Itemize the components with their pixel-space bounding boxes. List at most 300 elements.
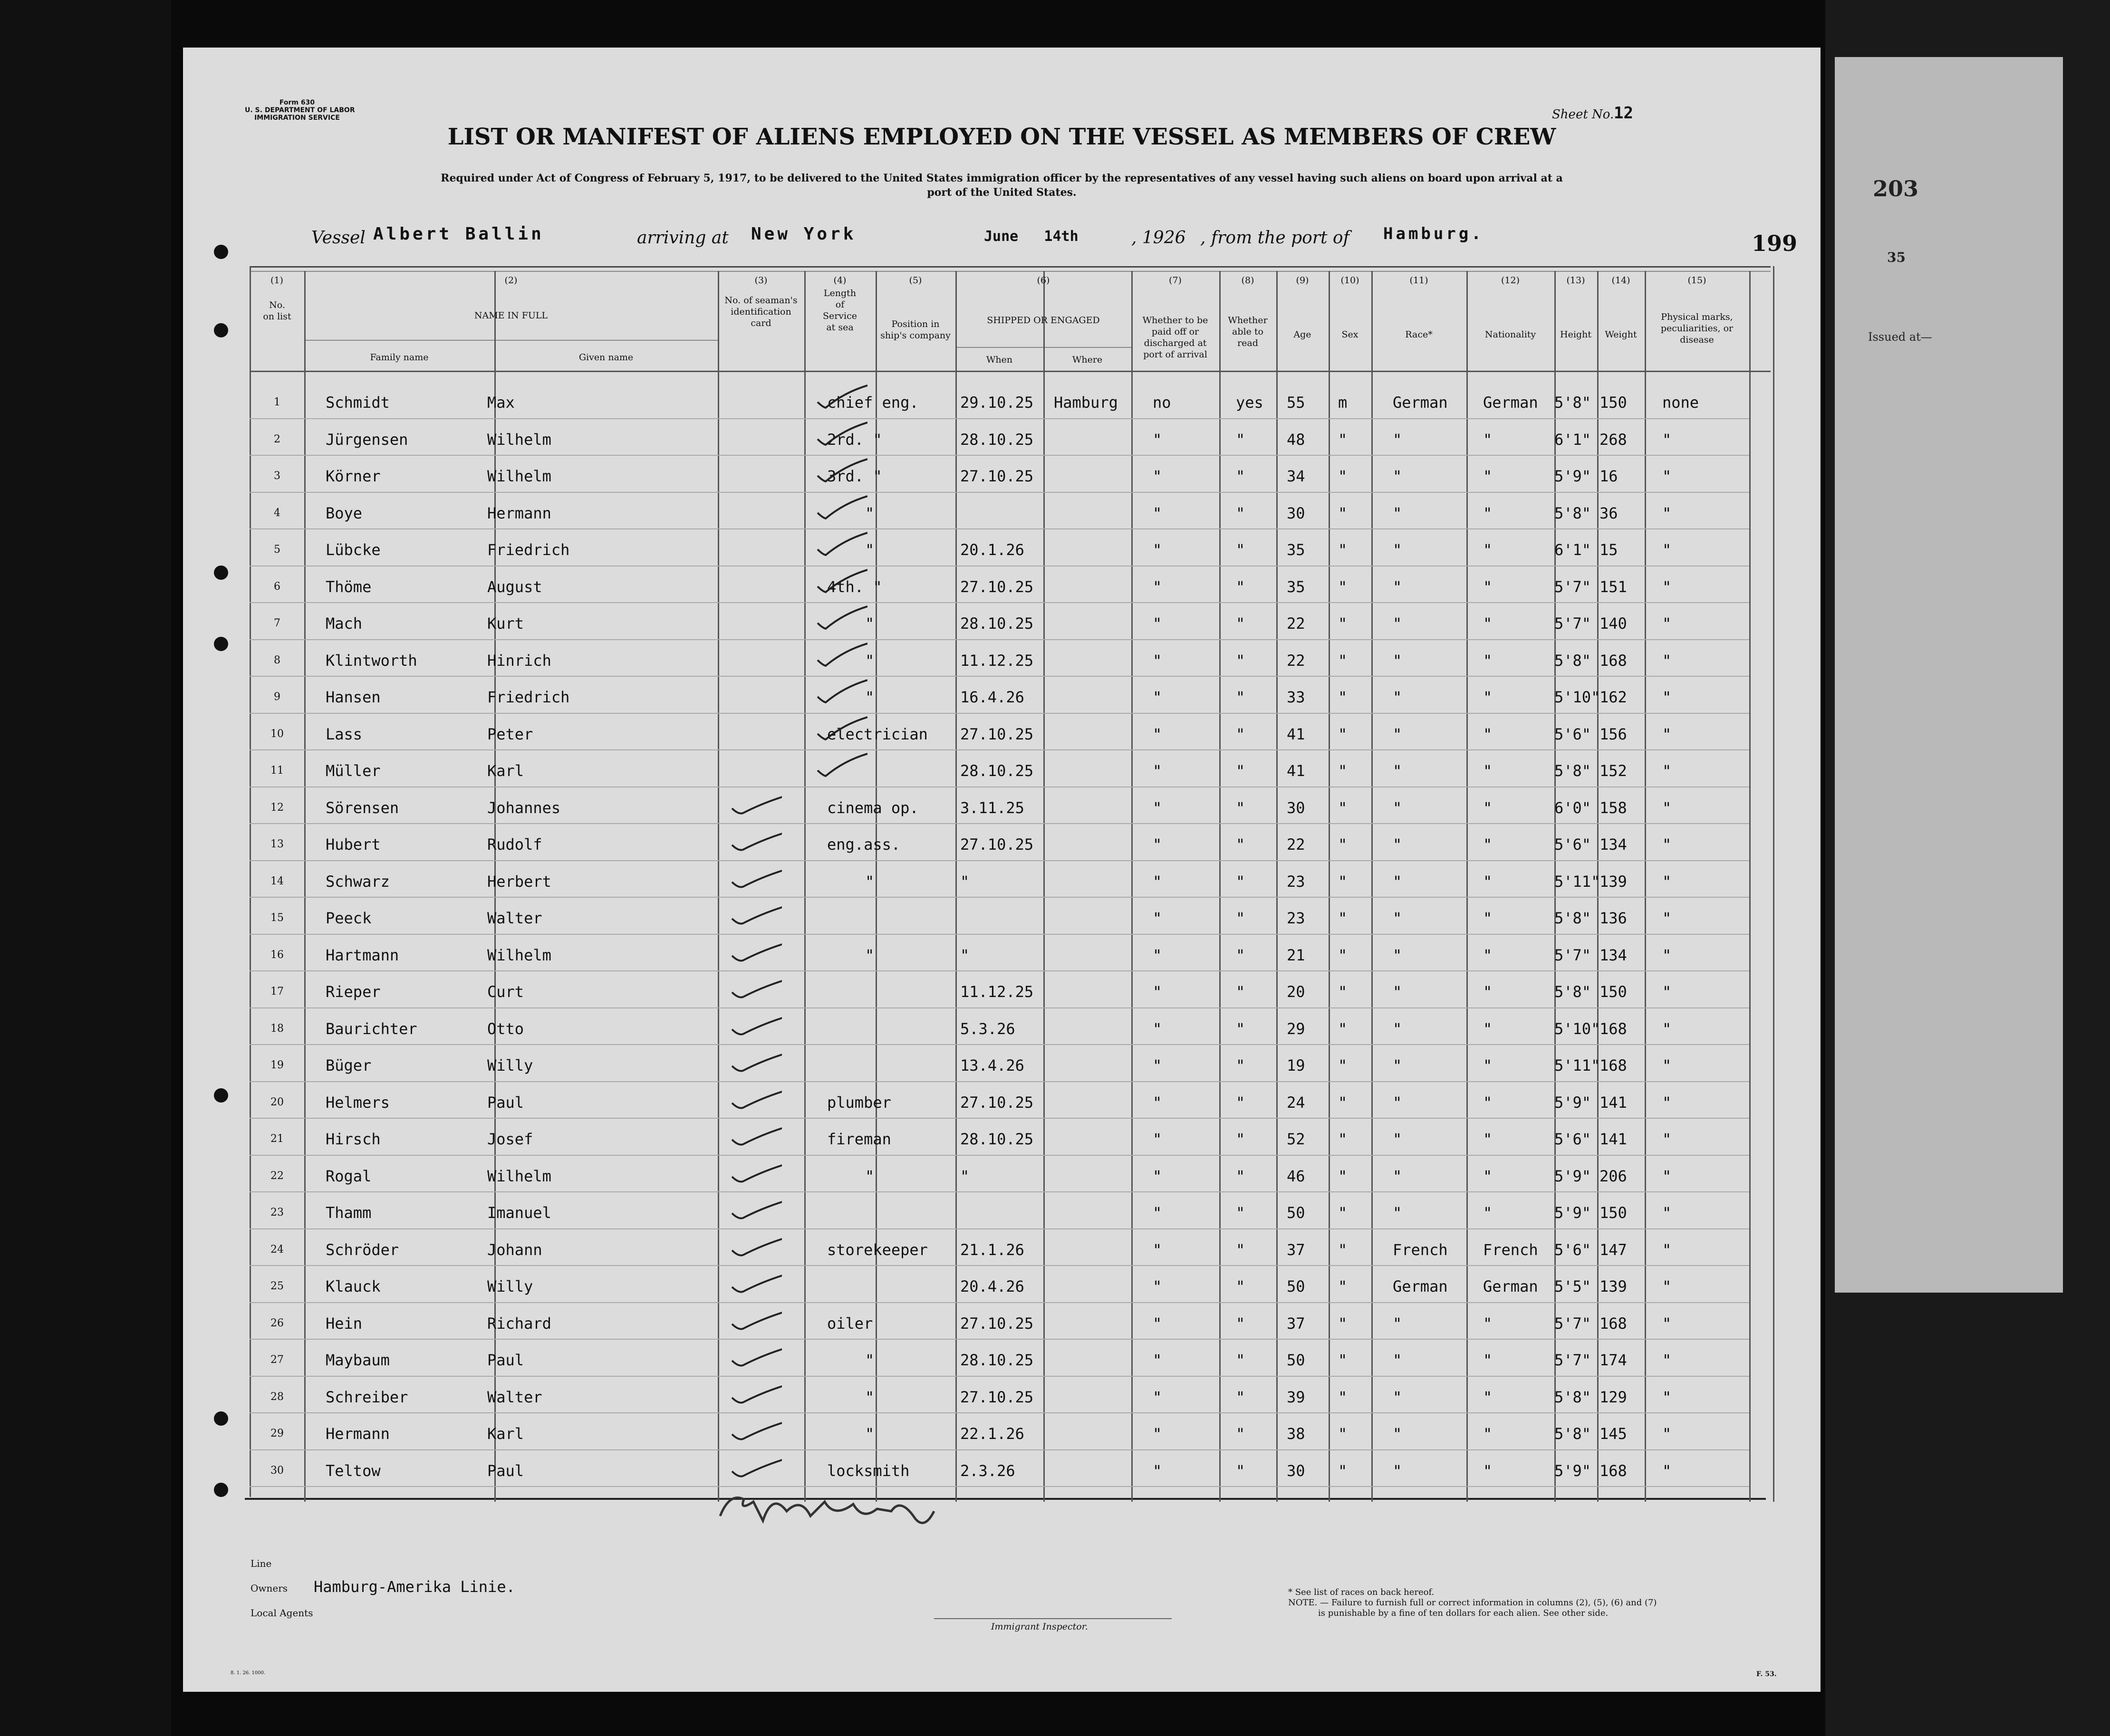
nationality: " <box>1483 430 1493 449</box>
sex: " <box>1338 541 1348 559</box>
sex: " <box>1338 872 1348 891</box>
row-rule <box>250 786 1749 787</box>
family-name: Baurichter <box>326 1019 417 1038</box>
row-number: 30 <box>270 1464 284 1477</box>
position: " <box>865 1388 875 1406</box>
given-name: Friedrich <box>487 541 570 559</box>
paid-off: " <box>1153 1130 1162 1148</box>
weight: 168 <box>1599 651 1627 670</box>
checkmark-icon <box>730 1451 782 1477</box>
weight: 141 <box>1599 1130 1627 1148</box>
weight: 152 <box>1599 762 1627 780</box>
paid-off: " <box>1153 835 1162 854</box>
height: 5'7" <box>1554 1314 1591 1333</box>
family-name: Lübcke <box>326 541 381 559</box>
race: " <box>1393 430 1402 449</box>
height: 5'6" <box>1554 1130 1591 1148</box>
sex: " <box>1338 1056 1348 1074</box>
family-name: Peeck <box>326 909 372 927</box>
paid-off: " <box>1153 688 1162 706</box>
family-name: Hubert <box>326 835 381 854</box>
age: 52 <box>1287 1130 1305 1148</box>
height: 5'6" <box>1554 1240 1591 1259</box>
position: 3rd. " <box>827 467 882 485</box>
page-number: 199 <box>1752 230 1798 256</box>
sex: m <box>1338 393 1348 412</box>
race: French <box>1393 1240 1448 1259</box>
physical-marks: " <box>1662 1093 1672 1112</box>
paid-off: " <box>1153 725 1162 743</box>
weight: 151 <box>1599 577 1627 596</box>
able-to-read: " <box>1236 430 1245 449</box>
shipped-when: 27.10.25 <box>960 1314 1034 1333</box>
subtitle-line-1: Required under Act of Congress of February 5, 1917, to be delivered to the United States immigration officer by the representatives of any vessel having such aliens on board upon arrival at a <box>441 172 1563 184</box>
able-to-read: " <box>1236 1093 1245 1112</box>
age: 55 <box>1287 393 1305 412</box>
race: " <box>1393 762 1402 780</box>
able-to-read: " <box>1236 1240 1245 1259</box>
header-bottom-rule <box>250 371 1771 372</box>
sex: " <box>1338 1093 1348 1112</box>
paid-off: " <box>1153 872 1162 891</box>
weight: 268 <box>1599 430 1627 449</box>
paid-off: " <box>1153 946 1162 964</box>
position: storekeeper <box>827 1240 928 1259</box>
row-rule <box>250 1007 1749 1008</box>
race: " <box>1393 1130 1402 1148</box>
sex: " <box>1338 1240 1348 1259</box>
given-name: Josef <box>487 1130 533 1148</box>
weight: 16 <box>1599 467 1618 485</box>
race: " <box>1393 1425 1402 1443</box>
races-note: * See list of races on back hereof. <box>1288 1587 1435 1597</box>
weight: 15 <box>1599 541 1618 559</box>
nationality: " <box>1483 983 1493 1001</box>
sex: " <box>1338 1314 1348 1333</box>
race: " <box>1393 1388 1402 1406</box>
height: 6'1" <box>1554 541 1591 559</box>
able-to-read: " <box>1236 577 1245 596</box>
race: " <box>1393 1093 1402 1112</box>
shipped-when: " <box>960 872 970 891</box>
height: 5'5" <box>1554 1277 1591 1295</box>
table-top-rule-2 <box>250 271 1771 272</box>
row-number: 4 <box>274 507 280 519</box>
row-rule <box>250 1376 1749 1377</box>
given-name: Rudolf <box>487 835 542 854</box>
weight: 150 <box>1599 983 1627 1001</box>
race: " <box>1393 1461 1402 1480</box>
age: 38 <box>1287 1425 1305 1443</box>
given-name: Peter <box>487 725 533 743</box>
paid-off: " <box>1153 1388 1162 1406</box>
nationality: " <box>1483 762 1493 780</box>
physical-marks: " <box>1662 1461 1672 1480</box>
sex: " <box>1338 467 1348 485</box>
able-to-read: " <box>1236 504 1245 522</box>
given-name: Karl <box>487 1425 524 1443</box>
family-name: Schröder <box>326 1240 399 1259</box>
age: 46 <box>1287 1167 1305 1185</box>
height: 5'9" <box>1554 1093 1591 1112</box>
checkmark-icon <box>730 825 782 851</box>
height: 5'9" <box>1554 467 1591 485</box>
row-number: 13 <box>270 838 284 850</box>
age: 30 <box>1287 798 1305 817</box>
row-number: 17 <box>270 986 284 997</box>
weight: 206 <box>1599 1167 1627 1185</box>
arrival-port: New York <box>751 224 857 244</box>
sex: " <box>1338 1351 1348 1369</box>
shipped-when: 28.10.25 <box>960 614 1034 633</box>
col2-given-header: Given name <box>578 352 634 363</box>
shipped-when: 13.4.26 <box>960 1056 1024 1074</box>
race: " <box>1393 467 1402 485</box>
row-number: 27 <box>270 1354 284 1366</box>
sex: " <box>1338 430 1348 449</box>
shipped-when: 21.1.26 <box>960 1240 1024 1259</box>
row-rule <box>250 1486 1749 1487</box>
physical-marks: " <box>1662 541 1672 559</box>
nationality: " <box>1483 725 1493 743</box>
position: 4th. " <box>827 577 882 596</box>
physical-marks: " <box>1662 467 1672 485</box>
race: " <box>1393 651 1402 670</box>
height: 5'11" <box>1554 872 1600 891</box>
shipped-when: 11.12.25 <box>960 651 1034 670</box>
physical-marks: " <box>1662 1167 1672 1185</box>
physical-marks: " <box>1662 1130 1672 1148</box>
age: 30 <box>1287 504 1305 522</box>
checkmark-icon <box>730 1193 782 1219</box>
race: " <box>1393 1314 1402 1333</box>
sex: " <box>1338 1425 1348 1443</box>
row-rule <box>250 897 1749 898</box>
punch-hole <box>214 1483 228 1497</box>
height: 5'8" <box>1554 762 1591 780</box>
punch-hole <box>214 566 228 580</box>
row-rule <box>250 1412 1749 1413</box>
row-number: 10 <box>270 728 284 740</box>
age: 35 <box>1287 577 1305 596</box>
col1-header: No. on list <box>263 300 291 322</box>
position: oiler <box>827 1314 873 1333</box>
height: 5'8" <box>1554 651 1591 670</box>
given-name: Paul <box>487 1093 524 1112</box>
shipped-when: 27.10.25 <box>960 725 1034 743</box>
physical-marks: " <box>1662 909 1672 927</box>
paid-off: " <box>1153 467 1162 485</box>
from-port-label: , from the port of <box>1200 228 1349 248</box>
col6-number: (6) <box>1037 275 1050 286</box>
nationality: " <box>1483 467 1493 485</box>
shipped-when: 27.10.25 <box>960 835 1034 854</box>
row-number: 12 <box>270 801 284 814</box>
race: " <box>1393 614 1402 633</box>
position: eng.ass. <box>827 835 901 854</box>
paid-off: " <box>1153 1093 1162 1112</box>
print-code: 8. 1. 26. 1000. <box>231 1670 266 1676</box>
physical-marks: " <box>1662 798 1672 817</box>
able-to-read: " <box>1236 1130 1245 1148</box>
physical-marks: " <box>1662 1277 1672 1295</box>
sex: " <box>1338 762 1348 780</box>
able-to-read: " <box>1236 1019 1245 1038</box>
able-to-read: " <box>1236 909 1245 927</box>
row-number: 28 <box>270 1391 284 1403</box>
service-label: IMMIGRATION SERVICE <box>254 114 340 122</box>
position: " <box>865 651 875 670</box>
age: 33 <box>1287 688 1305 706</box>
weight: 150 <box>1599 393 1627 412</box>
race: " <box>1393 1204 1402 1222</box>
family-name: Hirsch <box>326 1130 381 1148</box>
row-rule <box>250 749 1749 750</box>
row-number: 26 <box>270 1317 284 1329</box>
position: fireman <box>827 1130 891 1148</box>
nationality: " <box>1483 1056 1493 1074</box>
family-name: Boye <box>326 504 363 522</box>
nationality: " <box>1483 1425 1493 1443</box>
background-left <box>0 0 171 1736</box>
col4-header: Length of Service at sea <box>822 288 857 333</box>
paid-off: " <box>1153 1167 1162 1185</box>
checkmark-icon <box>815 678 867 704</box>
physical-marks: " <box>1662 1314 1672 1333</box>
family-name: Klintworth <box>326 651 417 670</box>
given-name: Willy <box>487 1277 533 1295</box>
age: 39 <box>1287 1388 1305 1406</box>
arrival-year: , 1926 <box>1131 228 1186 248</box>
family-name: Hein <box>326 1314 363 1333</box>
row-rule <box>250 418 1749 419</box>
height: 5'9" <box>1554 1167 1591 1185</box>
fine-note-2: is punishable by a fine of ten dollars for each alien. See other side. <box>1318 1608 1609 1618</box>
sex: " <box>1338 1461 1348 1480</box>
family-name: Büger <box>326 1056 372 1074</box>
weight: 145 <box>1599 1425 1627 1443</box>
paid-off: " <box>1153 762 1162 780</box>
row-rule <box>250 860 1749 861</box>
age: 34 <box>1287 467 1305 485</box>
family-name: Schmidt <box>326 393 390 412</box>
paid-off: " <box>1153 430 1162 449</box>
sex: " <box>1338 725 1348 743</box>
position: locksmith <box>827 1461 910 1480</box>
row-number: 1 <box>274 396 280 408</box>
paid-off: " <box>1153 1056 1162 1074</box>
weight: 136 <box>1599 909 1627 927</box>
row-rule <box>250 492 1749 493</box>
physical-marks: " <box>1662 872 1672 891</box>
race: " <box>1393 1019 1402 1038</box>
weight: 150 <box>1599 1204 1627 1222</box>
height: 5'10" <box>1554 1019 1600 1038</box>
row-number: 21 <box>270 1133 284 1145</box>
col2-header: NAME IN FULL <box>474 310 548 321</box>
row-number: 25 <box>270 1280 284 1292</box>
physical-marks: " <box>1662 946 1672 964</box>
nationality: " <box>1483 872 1493 891</box>
height: 6'0" <box>1554 798 1591 817</box>
signature-text <box>739 1492 742 1493</box>
age: 50 <box>1287 1351 1305 1369</box>
age: 41 <box>1287 725 1305 743</box>
col3-number: (3) <box>754 275 768 286</box>
given-name: Paul <box>487 1351 524 1369</box>
weight: 168 <box>1599 1314 1627 1333</box>
row-rule <box>250 1081 1749 1082</box>
sheet-label: Sheet No. <box>1552 107 1614 122</box>
weight: 158 <box>1599 798 1627 817</box>
punch-hole <box>214 1411 228 1426</box>
able-to-read: " <box>1236 1204 1245 1222</box>
col10-number: (10) <box>1340 275 1359 286</box>
weight: 147 <box>1599 1240 1627 1259</box>
family-name: Lass <box>326 725 363 743</box>
shipped-when: 3.11.25 <box>960 798 1024 817</box>
checkmark-icon <box>730 1157 782 1183</box>
nationality: " <box>1483 1093 1493 1112</box>
physical-marks: " <box>1662 577 1672 596</box>
row-number: 24 <box>270 1243 284 1256</box>
nationality: " <box>1483 1314 1493 1333</box>
family-name: Helmers <box>326 1093 390 1112</box>
physical-marks: " <box>1662 1056 1672 1074</box>
race: " <box>1393 688 1402 706</box>
nationality: " <box>1483 504 1493 522</box>
race: " <box>1393 835 1402 854</box>
nationality: " <box>1483 835 1493 854</box>
age: 30 <box>1287 1461 1305 1480</box>
punch-hole <box>214 245 228 259</box>
shipped-when: 29.10.25 <box>960 393 1034 412</box>
row-number: 2 <box>274 433 280 445</box>
checkmark-icon <box>730 1304 782 1330</box>
given-name: Karl <box>487 762 524 780</box>
age: 37 <box>1287 1240 1305 1259</box>
race: " <box>1393 983 1402 1001</box>
sex: " <box>1338 1019 1348 1038</box>
col15-number: (15) <box>1687 275 1706 286</box>
row-rule <box>250 1302 1749 1303</box>
shipped-when: 28.10.25 <box>960 430 1034 449</box>
form-code: F. 53. <box>1756 1670 1777 1678</box>
row-rule <box>250 639 1749 640</box>
position: " <box>865 1167 875 1185</box>
row-number: 8 <box>274 654 280 666</box>
paid-off: " <box>1153 1425 1162 1443</box>
age: 22 <box>1287 614 1305 633</box>
checkmark-icon <box>815 751 867 777</box>
checkmark-icon <box>730 862 782 888</box>
sex: " <box>1338 1204 1348 1222</box>
table-bottom-rule <box>245 1498 1766 1500</box>
weight: 168 <box>1599 1461 1627 1480</box>
given-name: Wilhelm <box>487 946 551 964</box>
nationality: " <box>1483 1167 1493 1185</box>
row-rule <box>250 528 1749 529</box>
race: " <box>1393 725 1402 743</box>
height: 5'10" <box>1554 688 1600 706</box>
paid-off: " <box>1153 504 1162 522</box>
nationality: " <box>1483 1130 1493 1148</box>
able-to-read: " <box>1236 688 1245 706</box>
checkmark-icon <box>730 788 782 815</box>
sex: " <box>1338 798 1348 817</box>
shipped-when: 27.10.25 <box>960 577 1034 596</box>
physical-marks: none <box>1662 393 1699 412</box>
position: " <box>865 1351 875 1369</box>
physical-marks: " <box>1662 1388 1672 1406</box>
position: 2rd. " <box>827 430 882 449</box>
able-to-read: " <box>1236 467 1245 485</box>
local-agents-label: Local Agents <box>251 1607 313 1619</box>
able-to-read: " <box>1236 725 1245 743</box>
row-number: 22 <box>270 1170 284 1182</box>
given-name: Walter <box>487 1388 542 1406</box>
row-number: 29 <box>270 1428 284 1439</box>
checkmark-icon <box>730 1341 782 1367</box>
vessel-label: Vessel <box>311 228 366 248</box>
paid-off: " <box>1153 1240 1162 1259</box>
given-name: Curt <box>487 983 524 1001</box>
col8-number: (8) <box>1241 275 1254 286</box>
col2-number: (2) <box>504 275 518 286</box>
age: 50 <box>1287 1204 1305 1222</box>
col6-where-header: Where <box>1072 355 1103 365</box>
sheet-number: 12 <box>1614 104 1633 123</box>
nationality: " <box>1483 1019 1493 1038</box>
checkmark-icon <box>730 936 782 962</box>
row-number: 16 <box>270 949 284 961</box>
position: " <box>865 614 875 633</box>
checkmark-icon <box>815 715 867 741</box>
physical-marks: " <box>1662 983 1672 1001</box>
age: 50 <box>1287 1277 1305 1295</box>
weight: 162 <box>1599 688 1627 706</box>
row-rule <box>250 934 1749 935</box>
family-name: Thamm <box>326 1204 372 1222</box>
weight: 139 <box>1599 1277 1627 1295</box>
height: 5'11" <box>1554 1056 1600 1074</box>
checkmark-icon <box>730 899 782 925</box>
given-name: Hermann <box>487 504 551 522</box>
paid-off: " <box>1153 614 1162 633</box>
row-rule <box>250 1155 1749 1156</box>
height: 5'8" <box>1554 1425 1591 1443</box>
able-to-read: " <box>1236 1167 1245 1185</box>
nationality: " <box>1483 798 1493 817</box>
race: " <box>1393 577 1402 596</box>
row-rule <box>250 602 1749 603</box>
given-name: Johann <box>487 1240 542 1259</box>
col9-header: Age <box>1293 329 1311 340</box>
family-name: Schreiber <box>326 1388 408 1406</box>
checkmark-icon <box>815 567 867 594</box>
shipped-when: 27.10.25 <box>960 467 1034 485</box>
age: 37 <box>1287 1314 1305 1333</box>
shipped-when: 27.10.25 <box>960 1093 1034 1112</box>
nationality: " <box>1483 688 1493 706</box>
height: 5'9" <box>1554 1461 1591 1480</box>
shipped-when: 28.10.25 <box>960 1130 1034 1148</box>
family-name: Rieper <box>326 983 381 1001</box>
able-to-read: " <box>1236 835 1245 854</box>
given-name: Herbert <box>487 872 551 891</box>
race: " <box>1393 1167 1402 1185</box>
sex: " <box>1338 946 1348 964</box>
